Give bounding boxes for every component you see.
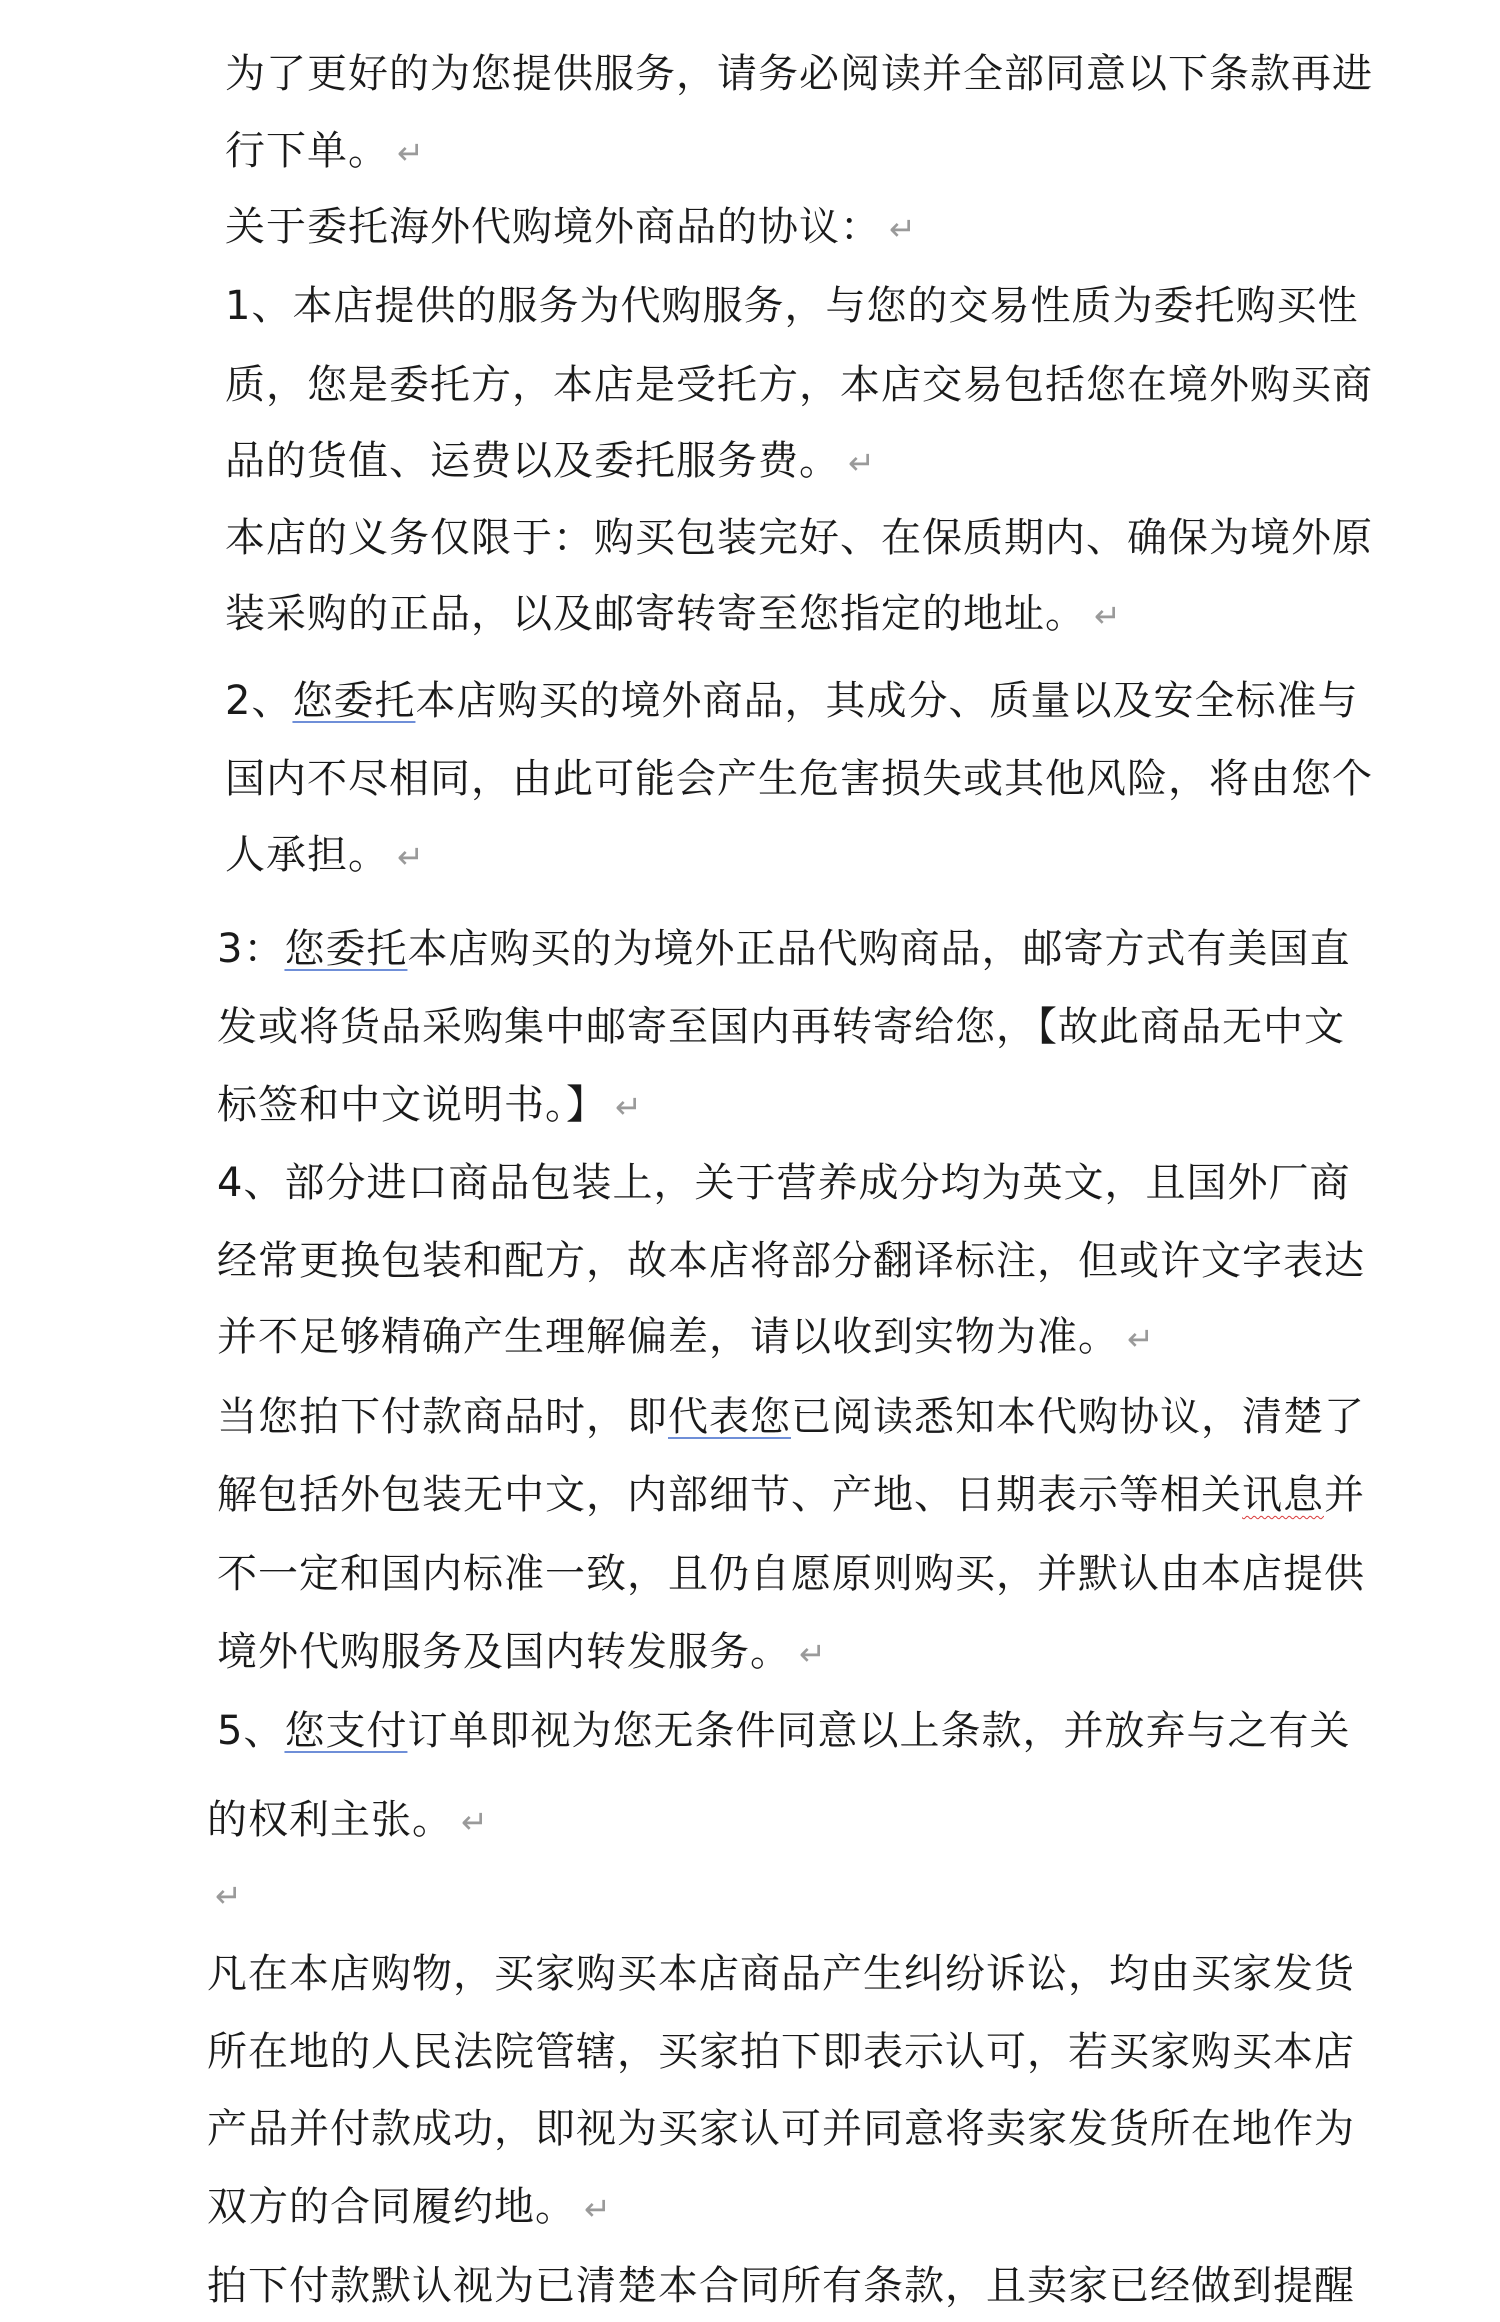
underlined-text: 代表您 bbox=[668, 1394, 791, 1440]
text-line bbox=[217, 1003, 1345, 1051]
line-text: 境外代购服务及国内转发服务。 bbox=[217, 1629, 791, 1675]
text-line bbox=[225, 755, 1373, 803]
text-line bbox=[225, 282, 1359, 330]
line-text: 本店购买的境外商品，其成分、质量以及安全标准与 bbox=[415, 678, 1359, 724]
text-line bbox=[217, 1237, 1365, 1285]
line-text: 国内不尽相同，由此可能会产生危害损失或其他风险，将由您个 bbox=[225, 756, 1373, 802]
text-line bbox=[207, 1796, 489, 1846]
line-text: 4、部分进口商品包装上，关于营养成分均为英文，且国外厂商 bbox=[217, 1160, 1351, 1206]
text-line bbox=[225, 127, 425, 177]
text-line bbox=[225, 831, 425, 881]
line-text: 产品并付款成功，即视为买家认可并同意将卖家发货所在地作为 bbox=[207, 2106, 1355, 2152]
line-text: 拍下付款默认视为已清楚本合同所有条款，且卖家已经做到提醒 bbox=[207, 2263, 1355, 2309]
paragraph-mark-icon: ↵ bbox=[1094, 597, 1122, 635]
text-line bbox=[217, 1159, 1351, 1207]
line-text: 双方的合同履约地。 bbox=[207, 2184, 576, 2230]
line-text: 所在地的人民法院管辖，买家拍下即表示认可，若买家购买本店 bbox=[207, 2029, 1355, 2075]
line-text: 经常更换包装和配方，故本店将部分翻译标注，但或许文字表达 bbox=[217, 1238, 1365, 1284]
line-text: 当您拍下付款商品时，即 bbox=[217, 1394, 668, 1440]
line-text: 本店购买的为境外正品代购商品，邮寄方式有美国直 bbox=[407, 926, 1351, 972]
line-text: 3： bbox=[217, 926, 285, 972]
text-line bbox=[217, 1081, 643, 1131]
text-line bbox=[225, 590, 1122, 640]
line-text: 发或将货品采购集中邮寄至国内再转寄给您，【故此商品无中文 bbox=[217, 1004, 1345, 1050]
paragraph-mark-icon: ↵ bbox=[799, 1635, 827, 1673]
text-line bbox=[207, 2105, 1355, 2153]
line-text: 装采购的正品，以及邮寄转寄至您指定的地址。 bbox=[225, 591, 1086, 637]
paragraph-mark-icon: ↵ bbox=[215, 1877, 243, 1915]
line-text: 为了更好的为您提供服务，请务必阅读并全部同意以下条款再进 bbox=[225, 51, 1373, 97]
line-text: 品的货值、运费以及委托服务费。 bbox=[225, 438, 840, 484]
line-text: 解包括外包装无中文，内部细节、产地、日期表示等相关 bbox=[217, 1472, 1242, 1518]
text-line bbox=[207, 2183, 612, 2233]
paragraph-mark-icon: ↵ bbox=[615, 1088, 643, 1126]
text-line bbox=[225, 203, 917, 253]
spellcheck-underlined-text: 讯息 bbox=[1242, 1472, 1324, 1518]
text-line bbox=[217, 1471, 1365, 1519]
line-text: 行下单。 bbox=[225, 128, 389, 174]
text-line bbox=[225, 361, 1373, 409]
text-line bbox=[217, 1707, 1351, 1755]
paragraph-mark-icon: ↵ bbox=[889, 210, 917, 248]
text-line bbox=[207, 1950, 1355, 1998]
text-line bbox=[225, 437, 876, 487]
line-text: 并 bbox=[1324, 1472, 1365, 1518]
paragraph-mark-icon: ↵ bbox=[584, 2190, 612, 2228]
underlined-text: 您委托 bbox=[284, 926, 408, 972]
line-text: 关于委托海外代购境外商品的协议： bbox=[225, 204, 881, 250]
text-line bbox=[207, 1870, 243, 1920]
text-line bbox=[225, 50, 1373, 98]
text-line bbox=[217, 1313, 1155, 1363]
line-text: 人承担。 bbox=[225, 832, 389, 878]
text-line bbox=[217, 1550, 1365, 1598]
line-text: 不一定和国内标准一致，且仍自愿原则购买，并默认由本店提供 bbox=[217, 1551, 1365, 1597]
text-line bbox=[207, 2028, 1355, 2076]
paragraph-mark-icon: ↵ bbox=[397, 134, 425, 172]
underlined-text: 您支付 bbox=[284, 1708, 408, 1754]
line-text: 1、本店提供的服务为代购服务，与您的交易性质为委托购买性 bbox=[225, 283, 1359, 329]
text-line bbox=[217, 1393, 1365, 1441]
line-text: 凡在本店购物，买家购买本店商品产生纠纷诉讼，均由买家发货 bbox=[207, 1951, 1355, 1997]
line-text: 并不足够精确产生理解偏差，请以收到实物为准。 bbox=[217, 1314, 1119, 1360]
line-text: 质，您是委托方，本店是受托方，本店交易包括您在境外购买商 bbox=[225, 362, 1373, 408]
line-text: 本店的义务仅限于：购买包装完好、在保质期内、确保为境外原 bbox=[225, 515, 1373, 561]
line-text: 5、 bbox=[217, 1708, 285, 1754]
paragraph-mark-icon: ↵ bbox=[461, 1803, 489, 1841]
text-line bbox=[225, 514, 1373, 562]
text-line bbox=[217, 1628, 827, 1678]
text-line bbox=[225, 677, 1359, 725]
line-text: 订单即视为您无条件同意以上条款，并放弃与之有关 bbox=[407, 1708, 1351, 1754]
text-line bbox=[207, 2262, 1355, 2310]
line-text: 2、 bbox=[225, 678, 293, 724]
line-text: 已阅读悉知本代购协议，清楚了 bbox=[791, 1394, 1365, 1440]
paragraph-mark-icon: ↵ bbox=[397, 838, 425, 876]
line-text: 标签和中文说明书。】 bbox=[217, 1082, 607, 1128]
underlined-text: 您委托 bbox=[292, 678, 416, 724]
text-line bbox=[217, 925, 1351, 973]
paragraph-mark-icon: ↵ bbox=[848, 444, 876, 482]
paragraph-mark-icon: ↵ bbox=[1127, 1320, 1155, 1358]
line-text: 的权利主张。 bbox=[207, 1797, 453, 1843]
